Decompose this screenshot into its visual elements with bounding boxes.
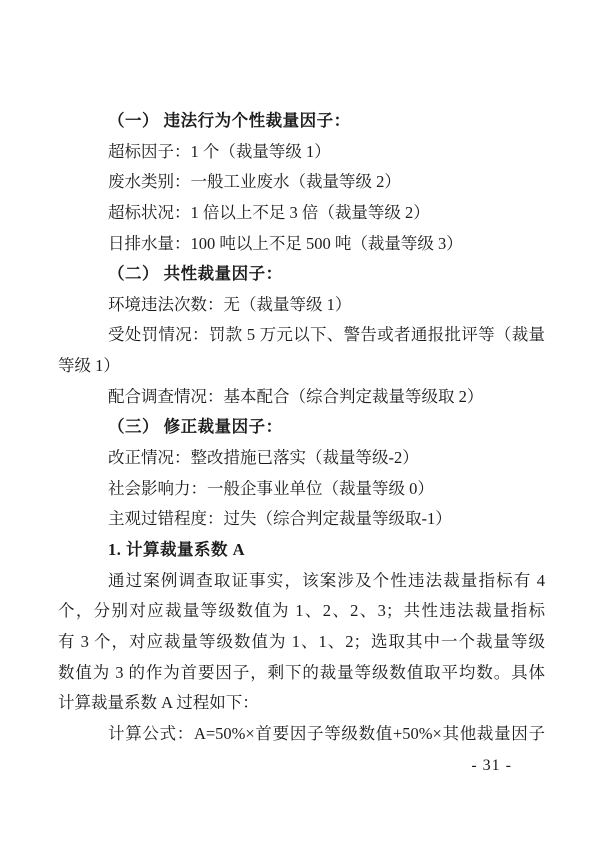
factor-line-wastewater: 废水类别：一般工业废水（裁量等级 2） <box>108 172 401 192</box>
section-heading-1: （一） 违法行为个性裁量因子： <box>108 111 351 130</box>
paragraph-line-2: 个，分别对应裁量等级数值为 1、2、2、3；共性违法裁量指标 <box>58 601 545 621</box>
section-heading-3: （三） 修正裁量因子： <box>108 417 283 437</box>
factor-line-penalty-cont: 等级 1） <box>58 356 120 376</box>
factor-line-exceed-level: 超标状况：1 倍以上不足 3 倍（裁量等级 2） <box>108 202 430 222</box>
factor-line-correction: 改正情况：整改措施已落实（裁量等级-2） <box>108 448 419 468</box>
paragraph-line-3: 有 3 个，对应裁量等级数值为 1、1、2；选取其中一个裁量等级 <box>58 631 545 651</box>
factor-line-violations: 环境违法次数：无（裁量等级 1） <box>108 294 352 314</box>
factor-line-social: 社会影响力：一般企事业单位（裁量等级 0） <box>108 478 434 498</box>
numbered-heading-1: 1. 计算裁量系数 A <box>108 539 246 559</box>
page-number: - 31 - <box>471 757 512 774</box>
factor-line-discharge: 日排水量：100 吨以上不足 500 吨（裁量等级 3） <box>108 233 463 253</box>
section-heading-2: （二） 共性裁量因子： <box>108 264 283 284</box>
paragraph-line-4: 数值为 3 的作为首要因子，剩下的裁量等级数值取平均数。具体 <box>58 662 545 682</box>
paragraph-line-5: 计算裁量系数 A 过程如下： <box>58 693 259 713</box>
factor-line-cooperation: 配合调查情况：基本配合（综合判定裁量等级取 2） <box>108 386 484 406</box>
factor-line-penalty: 受处罚情况：罚款 5 万元以下、警告或者通报批评等（裁量 <box>108 325 545 345</box>
paragraph-line-1: 通过案例调查取证事实，该案涉及个性违法裁量指标有 4 <box>108 570 545 590</box>
document-body <box>58 106 545 749</box>
factor-line-exceed-count: 超标因子：1 个（裁量等级 1） <box>108 141 331 161</box>
formula-line: 计算公式：A=50%×首要因子等级数值+50%×其他裁量因子 <box>108 723 545 743</box>
factor-line-fault: 主观过错程度：过失（综合判定裁量等级取-1） <box>108 509 452 529</box>
